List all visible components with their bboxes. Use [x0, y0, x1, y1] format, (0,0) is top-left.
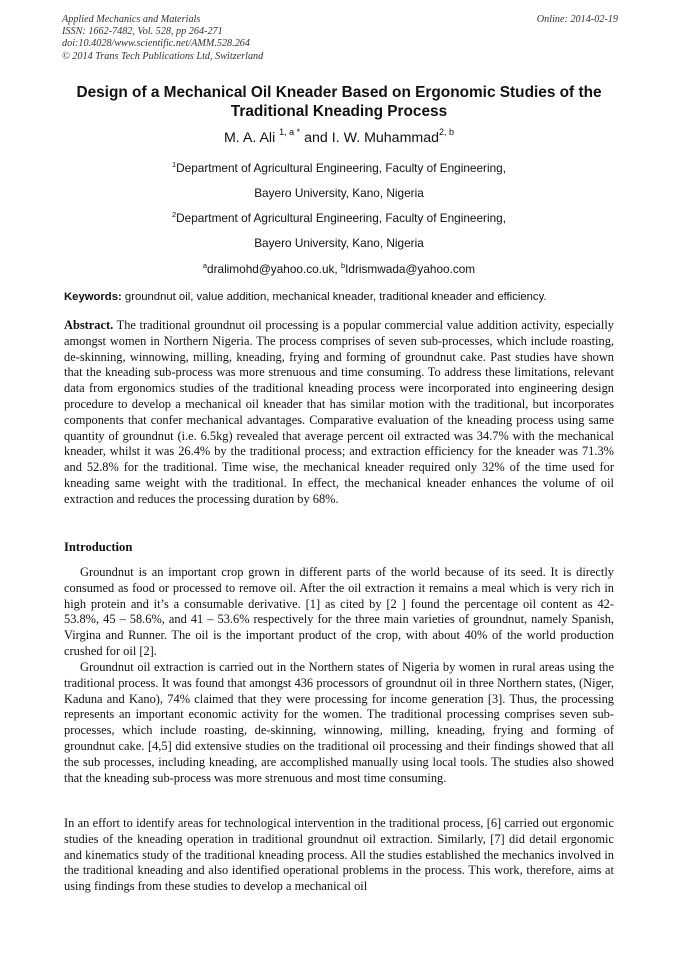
author-2-sup: 2, b — [439, 127, 455, 137]
abstract — [64, 318, 614, 508]
issn-line: ISSN: 1662-7482, Vol. 528, pp 264-271 — [62, 26, 223, 38]
email-a[interactable]: dralimohd@yahoo.co.uk, — [207, 262, 338, 276]
intro-paragraph-2: Groundnut oil extraction is carried out in the Northern states of Nigeria by women in rural areas using the traditional process. It was found that amongst 436 processors of groundnut oil in three Northern states, (Niger, Kaduna and Kano), 74% claimed that they were processing for income generation [3]. Thus, the processing represents an important economic activity for the women. The traditional processing comprises seven sub-processes, which include roasting, de-skinning, winnowing, milling, kneading, frying and forming of groundnut cake. [4,5] did extensive studies on the traditional oil processing and their findings showed that all the sub processes, including kneading, are accomplished manually using local tools. The studies also showed that the kneading sub-process was more strenuous and most time consuming. — [64, 660, 614, 785]
online-date: Online: 2014-02-19 — [536, 14, 618, 25]
doi-line: doi:10.4028/www.scientific.net/AMM.528.264 — [62, 38, 250, 50]
author-conjunction: and — [304, 130, 328, 146]
author-1: M. A. Ali — [223, 130, 276, 146]
author-line — [0, 128, 678, 148]
email-line — [0, 262, 678, 276]
author-2: I. W. Muhammad — [331, 130, 439, 146]
author-1-sup: 1, a * — [279, 127, 301, 137]
copyright-line: © 2014 Trans Tech Publications Ltd, Switzerland — [62, 50, 264, 62]
keywords — [64, 290, 624, 304]
affiliation-2-line2: Bayero University, Kano, Nigeria — [254, 236, 424, 250]
journal-header — [62, 14, 618, 63]
keywords-label: Keywords: — [64, 291, 122, 303]
affiliation-1-line2: Bayero University, Kano, Nigeria — [254, 186, 424, 200]
email-b-sup: b — [340, 261, 346, 270]
intro-paragraph-3: In an effort to identify areas for technological intervention in the traditional process, [6] carried out ergonomic studies of the kneading operation in traditional groundnut oil extraction. Similarly, [7] did detail ergonomic and kinematics study of the traditional kneading process. All the studies established the mechanics involved in the traditional kneading and also identified operational problems in the process. This work, therefore, aims at using findings from these studies to develop a mechanical oil — [64, 816, 614, 894]
affiliation-1-line1: $^1$Department of Agricultural Engineering, Faculty of Engineering, — [171, 160, 506, 175]
email-a-sup: a — [202, 261, 208, 270]
affiliation-2-line1: $^2$Department of Agricultural Engineering, Faculty of Engineering, — [171, 210, 506, 225]
intro-paragraph-1: Groundnut is an important crop grown in different parts of the world because of its seed. It is directly consumed as food or processed to remove oil. After the oil extraction it remains a meal which is very rich in high protein and it’s a consumable derivative. [1] as cited by [2 ] found the percentage oil content as 42-53.8%, 45 – 58.6%, and 41 – 53.6% respectively for the three main varieties of groundnut, namely Spanish, Virgina and Runner. The oil is the important product of the crop, with about 40% of the world production crushed for oil [2]. — [64, 565, 614, 658]
email-b[interactable]: Idrismwada@yahoo.com — [345, 262, 476, 276]
journal-name: Applied Mechanics and Materials — [62, 14, 201, 25]
affiliation-1-sup: 1 — [171, 160, 177, 169]
paper-title: Design of a Mechanical Oil Kneader Based on Ergonomic Studies of the Traditional Kneading Process — [76, 84, 602, 120]
abstract-label: Abstract. — [64, 318, 114, 332]
abstract-text: The traditional groundnut oil processing is a popular commercial value addition activity, especially amongst women in Northern Nigeria. The process comprises of seven sub-processes, which include roasting, de-skinning, winnowing, milling, kneading, frying and forming of groundnut cake. Past studies have shown that the kneading sub-process was more strenuous and time consuming. To address these limitations, relevant data from ergonomics studies of the traditional kneading process were incorporated into engineering design procedure to develop a mechanical oil kneader that has similar motion with the traditional, but incorporates components that confer mechanical advantages. Comparative evaluation of the kneading process using same quantity of groundnut (i.e. 6.5kg) revealed that average percent oil extracted was 34.7% with the mechanical kneader, whilst it was 26.4% by the traditional process; and extraction efficiency for the kneader was 71.3% and 52.8% for the traditional. Time wise, the mechanical kneader required only 32% of the time used for kneading same weight with the traditional. In effect, the mechanical kneader enhances the volume of oil extraction and reduces the processing duration by 68%. — [64, 318, 614, 506]
keywords-text: groundnut oil, value addition, mechanical kneader, traditional kneader and efficiency. — [124, 291, 547, 303]
section-heading-introduction: Introduction — [64, 540, 133, 554]
affiliation-2-sup: 2 — [171, 210, 177, 219]
